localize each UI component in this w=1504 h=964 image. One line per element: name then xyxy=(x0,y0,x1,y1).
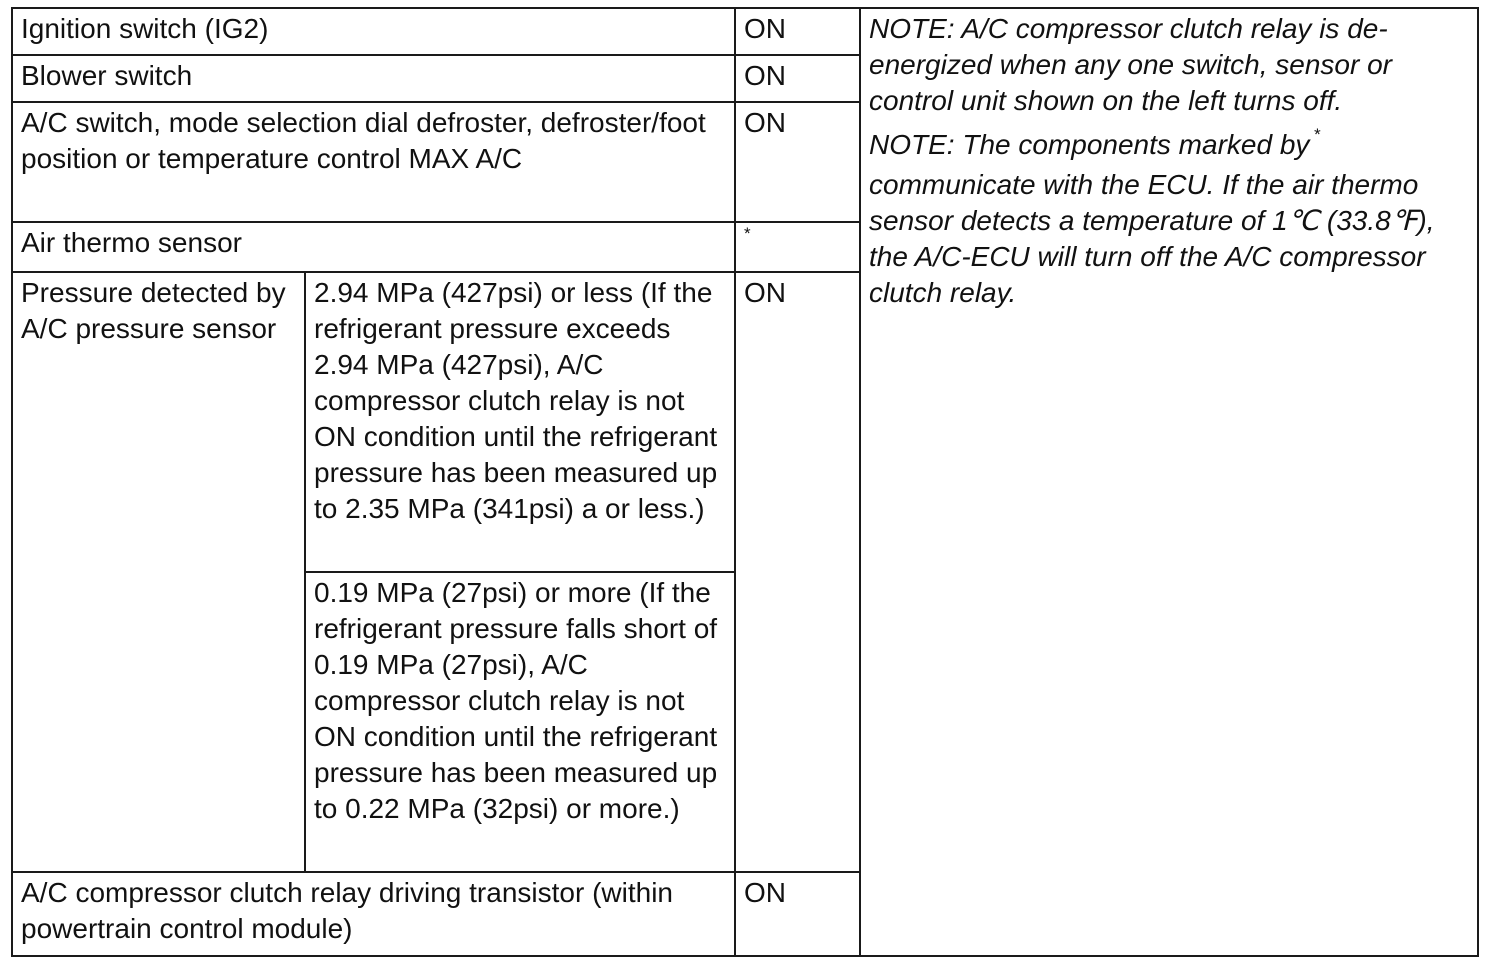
ignition-switch-label: Ignition switch (IG2) xyxy=(12,8,735,55)
relay-conditions-table xyxy=(11,7,1479,957)
table-row xyxy=(12,8,1478,55)
note-de-energized: NOTE: A/C compressor clutch relay is de-energized when any one switch, sensor or control unit shown on the left turns off. xyxy=(869,13,1392,116)
spec-table-wrapper xyxy=(11,7,1479,957)
note-marked-prefix: NOTE: The components marked by xyxy=(869,129,1310,160)
pressure-sensor-label: Pressure detected by A/C pressure sensor xyxy=(12,272,305,872)
ac-switch-label: A/C switch, mode selection dial defroster, defroster/foot position or temperature control MAX A/C xyxy=(12,102,735,222)
ac-switch-state: ON xyxy=(735,102,860,222)
air-thermo-sensor-label: Air thermo sensor xyxy=(12,222,735,272)
air-thermo-sensor-state-cell xyxy=(735,222,860,272)
air-thermo-sensor-state: * xyxy=(744,224,751,243)
driving-transistor-state: ON xyxy=(735,872,860,956)
pressure-sensor-state: ON xyxy=(735,272,860,872)
pressure-high-condition: 2.94 MPa (427psi) or less (If the refrigerant pressure exceeds 2.94 MPa (427psi), A/C compressor clutch relay is not ON condition until the refrigerant pressure has been measured up to 2.35 MPa (341psi) a or less.) xyxy=(305,272,735,572)
asterisk-mark: * xyxy=(1313,125,1321,144)
note-components-marked xyxy=(869,127,1471,311)
note-marked-body: communicate with the ECU. If the air thermo sensor detects a temperature of 1℃ (33.8℉), the A/C-ECU will turn off the A/C compressor clutch relay. xyxy=(869,169,1435,308)
blower-switch-state: ON xyxy=(735,55,860,102)
notes-cell xyxy=(860,8,1478,956)
blower-switch-label: Blower switch xyxy=(12,55,735,102)
pressure-low-condition: 0.19 MPa (27psi) or more (If the refrigerant pressure falls short of 0.19 MPa (27psi), A/C compressor clutch relay is not ON condition until the refrigerant pressure has been measured up to 0.22 MPa (32psi) or more.) xyxy=(305,572,735,872)
ignition-switch-state: ON xyxy=(735,8,860,55)
driving-transistor-label: A/C compressor clutch relay driving transistor (within powertrain control module) xyxy=(12,872,735,956)
